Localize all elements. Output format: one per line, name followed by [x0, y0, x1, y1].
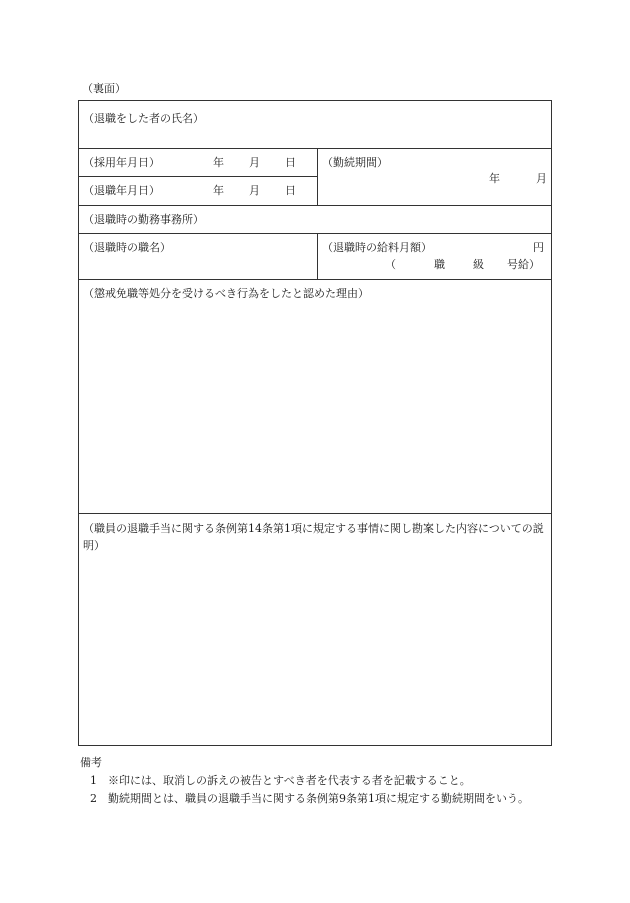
hire-day-unit: 日 — [285, 156, 296, 169]
page-side-label: （裏面） — [82, 82, 126, 95]
salary-label: （退職時の給料月額） — [322, 241, 432, 254]
hire-year-unit: 年 — [213, 156, 224, 169]
service-year-unit: 年 — [489, 172, 500, 185]
retiree-name-field[interactable] — [79, 130, 551, 147]
salary-grade-shoku: 職 — [434, 258, 445, 271]
rule-after-reason — [78, 513, 552, 514]
retiree-name-label: （退職をした者の氏名） — [83, 112, 204, 125]
office-label: （退職時の勤務事務所） — [83, 213, 204, 226]
hire-month-unit: 月 — [249, 156, 260, 169]
service-month-unit: 月 — [536, 172, 547, 185]
note-2-number: 2 — [90, 792, 97, 805]
divider-position — [317, 233, 318, 279]
rule-between-dates — [78, 176, 318, 177]
salary-yen-unit: 円 — [533, 241, 544, 254]
reason-field[interactable] — [79, 305, 551, 511]
explanation-field[interactable] — [79, 556, 551, 744]
reason-label: （懲戒免職等処分を受けるべき行為をしたと認めた理由） — [83, 287, 369, 300]
note-1-number: 1 — [90, 774, 97, 787]
rule-after-dates — [78, 205, 552, 206]
service-period-label: （勤続期間） — [322, 156, 388, 169]
salary-grade-kyu: 級 — [473, 258, 484, 271]
note-1-text: ※印には、取消しの訴えの被告とすべき者を代表する者を記載すること。 — [108, 774, 471, 787]
retire-date-label: （退職年月日） — [83, 184, 160, 197]
salary-grade-gokyu: 号給） — [507, 258, 540, 271]
retire-month-unit: 月 — [249, 184, 260, 197]
position-label: （退職時の職名） — [83, 241, 171, 254]
explanation-label: （職員の退職手当に関する条例第14条第1項に規定する事情に関し勘案した内容についての説明） — [83, 522, 544, 552]
retire-day-unit: 日 — [285, 184, 296, 197]
notes-heading: 備考 — [80, 756, 102, 769]
divider-dates — [317, 148, 318, 205]
note-2-text: 勤続期間とは、職員の退職手当に関する条例第9条第1項に規定する勤続期間をいう。 — [108, 792, 529, 805]
hire-date-label: （採用年月日） — [83, 156, 160, 169]
rule-after-office — [78, 233, 552, 234]
retire-year-unit: 年 — [213, 184, 224, 197]
salary-grade-open: （ — [385, 258, 396, 271]
rule-after-name — [78, 148, 552, 149]
rule-after-position — [78, 279, 552, 280]
